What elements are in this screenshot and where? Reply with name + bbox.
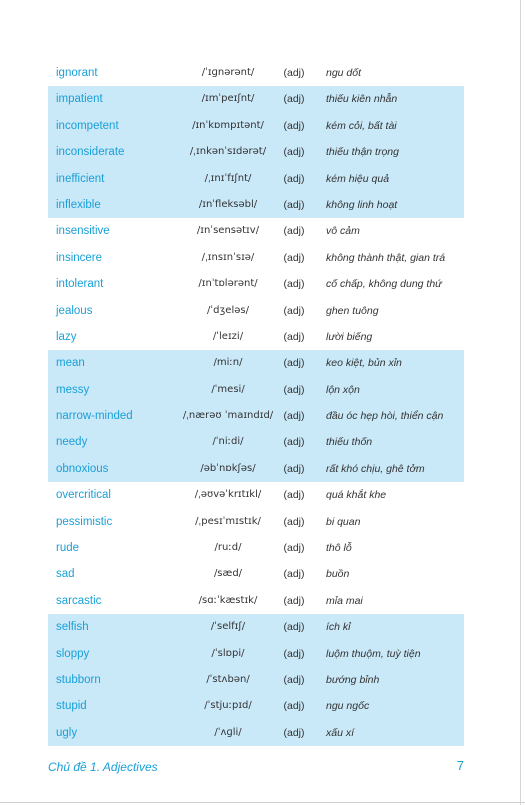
vocab-part-of-speech: (adj) (283, 330, 305, 343)
vocab-ipa: /ˌəʊvəˈkrɪtɪkl/ (194, 489, 262, 501)
vocab-row (48, 298, 464, 324)
vocab-meaning: không linh hoạt (326, 198, 398, 211)
page-edge-right (520, 0, 521, 805)
vocab-row (48, 403, 464, 429)
vocab-ipa: /ˌɪnɪˈfɪʃnt/ (204, 172, 252, 184)
vocab-part-of-speech: (adj) (283, 515, 305, 528)
vocab-ipa: /ˈselfɪʃ/ (210, 621, 246, 633)
vocab-part-of-speech: (adj) (283, 647, 305, 660)
vocab-meaning: luộm thuộm, tuỳ tiện (326, 647, 421, 660)
vocab-row (48, 720, 464, 746)
vocab-part-of-speech: (adj) (283, 357, 305, 370)
vocab-word: insensitive (56, 225, 110, 238)
vocab-word: stupid (56, 700, 87, 713)
vocab-ipa: /ˈslɒpi/ (211, 647, 245, 659)
vocab-ipa: /ɪnˈkɒmpɪtənt/ (192, 119, 264, 131)
vocab-ipa: /sæd/ (213, 568, 243, 580)
vocab-part-of-speech: (adj) (283, 278, 305, 291)
vocab-ipa: /ˈleɪzi/ (212, 330, 244, 342)
vocab-part-of-speech: (adj) (283, 726, 305, 739)
vocab-part-of-speech: (adj) (283, 489, 305, 502)
vocab-ipa: /ˈʌɡli/ (214, 726, 242, 738)
vocab-part-of-speech: (adj) (283, 146, 305, 159)
vocab-ipa: /əbˈnɒkʃəs/ (200, 462, 256, 474)
vocab-meaning: ích kỉ (326, 621, 351, 634)
vocab-row (48, 86, 464, 112)
vocab-row (48, 113, 464, 139)
vocab-row (48, 456, 464, 482)
vocab-part-of-speech: (adj) (283, 93, 305, 106)
vocab-part-of-speech: (adj) (283, 410, 305, 423)
vocab-row (48, 245, 464, 271)
vocab-row (48, 429, 464, 455)
vocab-row (48, 218, 464, 244)
vocab-meaning: bi quan (326, 515, 361, 528)
vocab-ipa: /ɪnˈsensətɪv/ (196, 225, 260, 237)
vocab-word: insincere (56, 251, 103, 264)
vocab-word: inflexible (56, 198, 101, 211)
vocab-word: intolerant (56, 278, 104, 291)
vocab-part-of-speech: (adj) (283, 172, 305, 185)
vocab-word: needy (56, 436, 88, 449)
vocab-meaning: rất khó chịu, ghê tởm (326, 462, 425, 475)
vocab-meaning: buồn (326, 568, 350, 581)
vocab-row (48, 588, 464, 614)
vocab-row (48, 166, 464, 192)
vocab-part-of-speech: (adj) (283, 673, 305, 686)
vocab-meaning: không thành thật, gian trá (326, 251, 446, 264)
vocab-meaning: ngu ngốc (326, 700, 370, 713)
vocab-row (48, 324, 464, 350)
vocab-meaning: lộn xộn (326, 383, 360, 396)
vocab-row (48, 60, 464, 86)
vocab-part-of-speech: (adj) (283, 304, 305, 317)
vocab-word: obnoxious (56, 462, 109, 475)
vocab-ipa: /miːn/ (213, 357, 243, 369)
vocab-word: inconsiderate (56, 146, 125, 159)
vocab-part-of-speech: (adj) (283, 225, 305, 238)
vocab-ipa: /ˌnærəʊ ˈmaɪndɪd/ (182, 410, 274, 422)
vocab-word: inefficient (56, 172, 105, 185)
vocab-word: ugly (56, 726, 78, 739)
vocab-meaning: thiếu thận trọng (326, 146, 399, 159)
vocab-word: pessimistic (56, 515, 113, 528)
vocab-word: jealous (56, 304, 93, 317)
vocab-part-of-speech: (adj) (283, 198, 305, 211)
vocab-meaning: keo kiệt, bủn xỉn (326, 357, 402, 370)
vocab-row (48, 377, 464, 403)
vocab-meaning: thô lỗ (326, 542, 352, 555)
vocab-meaning: kém cỏi, bất tài (326, 119, 397, 132)
vocab-row (48, 139, 464, 165)
vocab-word: impatient (56, 93, 103, 106)
vocab-word: ignorant (56, 67, 98, 79)
vocab-word: sloppy (56, 647, 90, 660)
vocab-part-of-speech: (adj) (283, 67, 305, 79)
vocab-row (48, 482, 464, 508)
vocab-row (48, 271, 464, 297)
vocab-word: lazy (56, 330, 77, 343)
vocab-ipa: /ˌɪnsɪnˈsɪə/ (201, 251, 255, 263)
vocab-part-of-speech: (adj) (283, 621, 305, 634)
vocab-ipa: /ɪnˈfleksəbl/ (198, 198, 258, 210)
vocab-row (48, 614, 464, 640)
vocab-word: rude (56, 542, 80, 555)
vocab-part-of-speech: (adj) (283, 383, 305, 396)
vocab-row (48, 693, 464, 719)
vocab-part-of-speech: (adj) (283, 119, 305, 132)
vocab-ipa: /ˈdʒeləs/ (207, 304, 249, 316)
vocab-part-of-speech: (adj) (283, 594, 305, 607)
vocab-meaning: vô cảm (326, 225, 360, 238)
vocab-meaning: kém hiệu quả (326, 172, 390, 185)
vocab-row (48, 509, 464, 535)
vocab-meaning: đầu óc hẹp hòi, thiển cận (326, 410, 444, 423)
vocab-meaning: thiếu thốn (326, 436, 373, 449)
vocab-part-of-speech: (adj) (283, 436, 305, 449)
vocab-ipa: /ˈstʌbən/ (206, 673, 250, 685)
vocab-meaning: bướng bỉnh (326, 673, 380, 686)
vocab-word: incompetent (56, 119, 119, 132)
vocab-part-of-speech: (adj) (283, 568, 305, 581)
vocab-part-of-speech: (adj) (283, 700, 305, 713)
vocab-ipa: /ˌɪnkənˈsɪdərət/ (189, 146, 267, 158)
vocab-ipa: /ˈniːdi/ (212, 436, 244, 448)
vocab-meaning: xấu xí (326, 726, 355, 739)
vocab-word: selfish (56, 621, 89, 634)
vocab-word: sad (56, 568, 75, 581)
vocab-word: sarcastic (56, 594, 102, 607)
vocab-ipa: /ɪmˈpeɪʃnt/ (201, 93, 255, 105)
page-edge-bottom (0, 802, 525, 803)
vocab-row (48, 561, 464, 587)
chapter-footer: Chủ đề 1. Adjectives (48, 760, 158, 774)
vocabulary-table (48, 60, 464, 746)
vocab-row (48, 535, 464, 561)
vocab-row (48, 641, 464, 667)
vocab-meaning: lười biếng (326, 330, 373, 343)
vocab-ipa: /ˈmesi/ (211, 383, 245, 395)
vocab-ipa: /ˈstjuːpɪd/ (204, 700, 252, 712)
vocab-row (48, 667, 464, 693)
vocab-word: stubborn (56, 673, 101, 686)
vocab-ipa: /sɑːˈkæstɪk/ (198, 594, 258, 606)
page-number: 7 (456, 758, 464, 773)
vocab-ipa: /ˌpesɪˈmɪstɪk/ (195, 515, 261, 527)
vocab-row (48, 192, 464, 218)
vocab-ipa: /ruːd/ (214, 542, 242, 554)
vocab-part-of-speech: (adj) (283, 542, 305, 555)
vocab-meaning: mỉa mai (326, 594, 363, 607)
vocab-meaning: thiếu kiên nhẫn (326, 93, 398, 106)
vocab-meaning: cố chấp, không dung thứ (326, 278, 442, 291)
vocab-meaning: quá khắt khe (326, 489, 387, 502)
vocab-ipa: /ˈɪɡnərənt/ (201, 67, 255, 78)
vocab-ipa: /ɪnˈtɒlərənt/ (198, 278, 258, 290)
vocab-word: narrow-minded (56, 410, 133, 423)
vocab-part-of-speech: (adj) (283, 462, 305, 475)
vocab-row (48, 350, 464, 376)
vocab-meaning: ngu dốt (326, 67, 362, 79)
vocab-meaning: ghen tuông (326, 304, 379, 317)
vocab-word: overcritical (56, 489, 111, 502)
vocab-word: messy (56, 383, 90, 396)
vocab-word: mean (56, 357, 85, 370)
vocab-part-of-speech: (adj) (283, 251, 305, 264)
